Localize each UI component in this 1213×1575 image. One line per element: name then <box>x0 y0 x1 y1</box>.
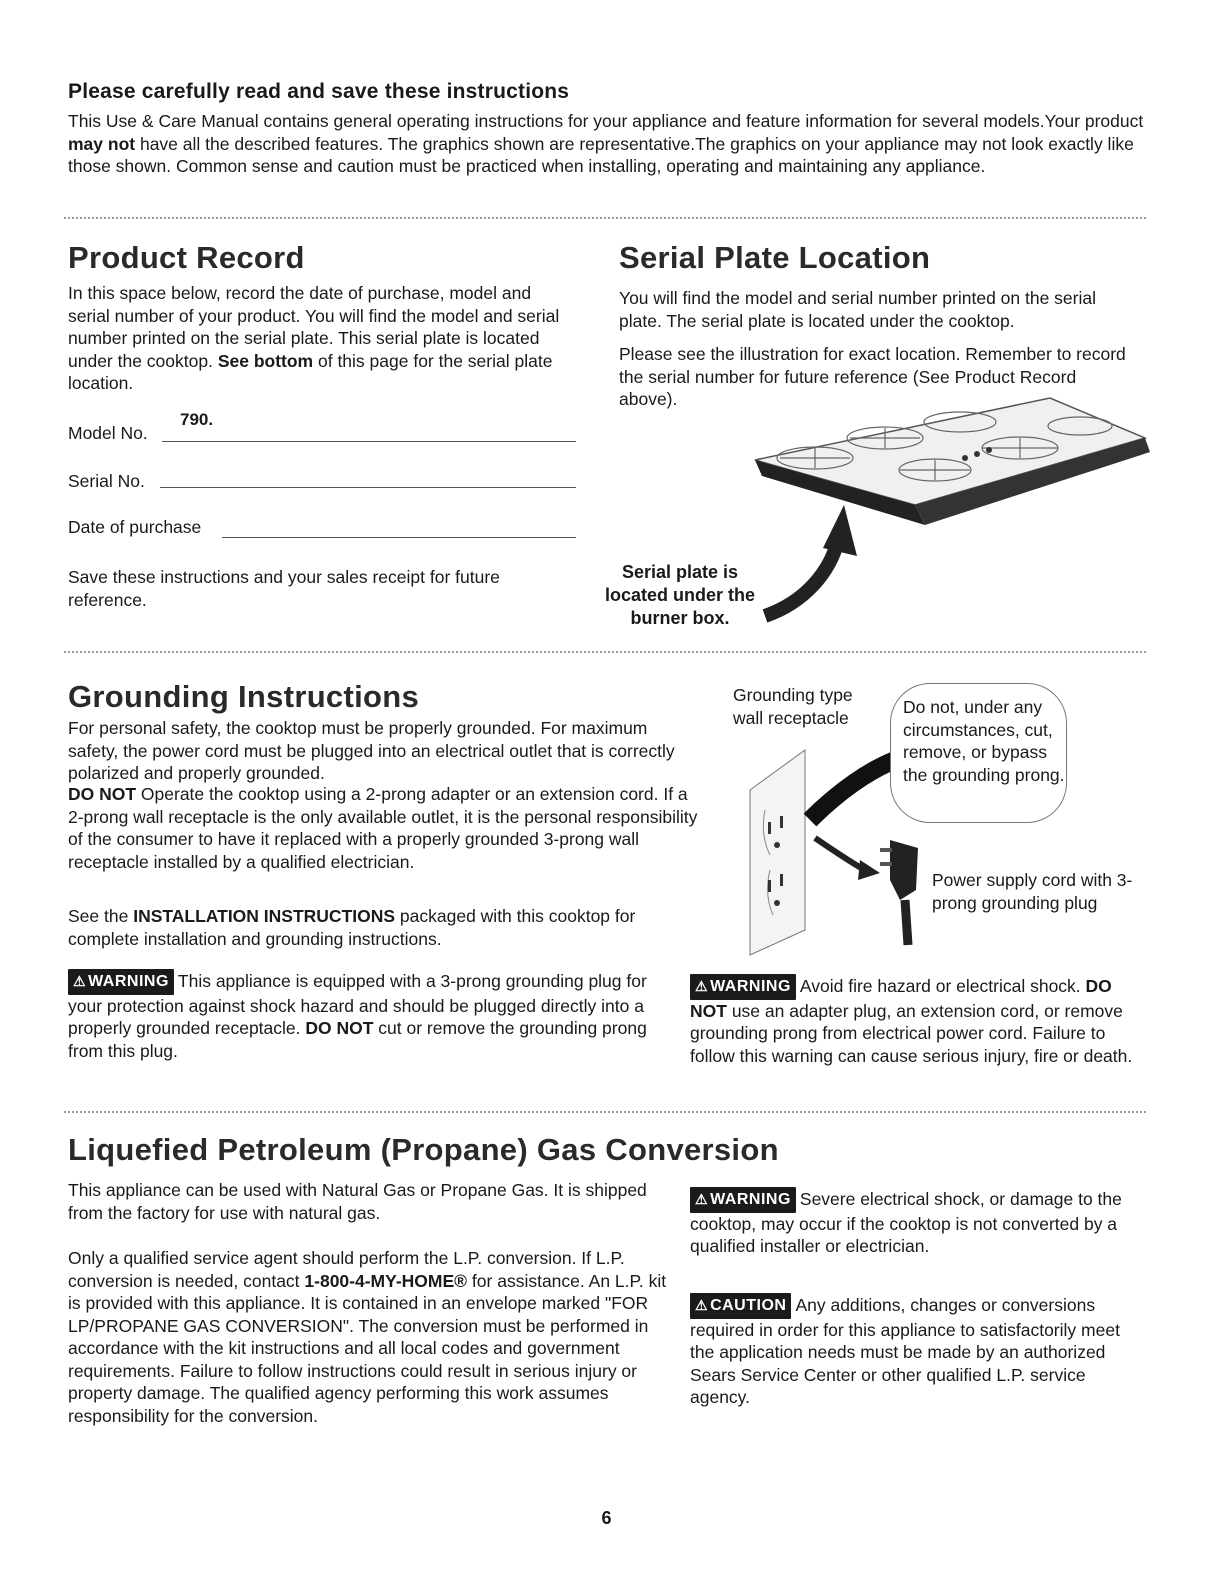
plug-label: Power supply cord with 3-prong grounding plug <box>932 870 1133 913</box>
cooktop-illustration <box>720 390 1160 640</box>
lp-conversion-title: Liquefied Petroleum (Propane) Gas Conversion <box>68 1132 779 1167</box>
section-divider <box>64 217 1146 219</box>
save-note: Save these instructions and your sales receipt for future reference. <box>68 567 500 610</box>
model-number-row <box>68 423 148 453</box>
intro-heading: Please carefully read and save these instructions <box>68 80 570 103</box>
purchase-date-row <box>68 517 201 547</box>
intro-paragraph: This Use & Care Manual contains general operating instructions for your appliance and feature information for several models.Your product may not have all the described features. The graphics shown are representative.The graphics on your appliance may not look exactly like those shown. Common sense and caution must be practiced when installing, operating and maintaining any appliance. <box>68 111 1144 176</box>
caption-line-2: located under the <box>604 585 756 605</box>
grounding-text-1: For personal safety, the cooktop must be properly grounded. For maximum safety, the power cord must be plugged into an electrical outlet that is correctly polarized and properly grounded. <box>68 718 675 783</box>
caution-badge: ⚠ CAUTION <box>690 1293 791 1319</box>
section-divider <box>64 1111 1146 1113</box>
grounding-title: Grounding Instructions <box>68 679 420 714</box>
caution-triangle-icon: ⚠ <box>695 1297 709 1313</box>
warning-triangle-icon: ⚠ <box>695 1191 709 1207</box>
page-number: 6 <box>601 1508 612 1528</box>
serial-number-row <box>68 471 145 501</box>
purchase-date-line[interactable] <box>222 537 576 538</box>
product-record-title: Product Record <box>68 240 305 275</box>
warning-badge: ⚠ WARNING <box>690 1187 796 1213</box>
lp-warning: ⚠ WARNING Severe electrical shock, or damage to the cooktop, may occur if the cooktop is not converted by a qualified installer or electrician. <box>690 1189 1122 1256</box>
serial-plate-caption <box>590 561 770 630</box>
purchase-date-label: Date of purchase <box>68 517 202 537</box>
caption-line-3: burner box. <box>630 608 730 628</box>
serial-plate-text-2: Please see the illustration for exact location. Remember to record the serial number for future reference (See Product Record above). <box>619 344 1126 409</box>
lp-text-2: Only a qualified service agent should perform the L.P. conversion. If L.P. conversion is needed, contact 1-800-4-MY-HOME® for assistance. An L.P. kit is provided with this appliance. It is contained in an envelope marked "FOR LP/PROPANE GAS CONVERSION". The conversion must be performed in accordance with the kit instructions and all local codes and government requirements. Failure to follow instructions could result in serious injury or property damage. The qualified agency performing this work assumes responsibility for the conversion. <box>68 1248 667 1426</box>
lp-text-1: This appliance can be used with Natural Gas or Propane Gas. It is shipped from the factory for use with natural gas. <box>68 1180 647 1223</box>
serial-plate-title: Serial Plate Location <box>619 240 931 275</box>
caption-line-1: Serial plate is <box>621 562 739 582</box>
grounding-text-3: See the INSTALLATION INSTRUCTIONS packaged with this cooktop for complete installation and grounding instructions. <box>68 906 636 949</box>
warning-triangle-icon: ⚠ <box>73 973 87 989</box>
grounding-warning-left: ⚠ WARNING This appliance is equipped with a 3-prong grounding plug for your protection against shock hazard and should be plugged directly into a properly grounded receptacle. DO NOT cut or remove the grounding prong from this plug. <box>68 971 647 1061</box>
receptacle-label: Grounding type wall receptacle <box>733 685 853 728</box>
serial-plate-text-1: You will find the model and serial number printed on the serial plate. The serial plate is located under the cooktop. <box>619 288 1096 331</box>
warning-badge: ⚠ WARNING <box>68 969 174 995</box>
warning-triangle-icon: ⚠ <box>695 978 709 994</box>
model-number-value[interactable]: 790. <box>180 410 214 429</box>
lp-caution: ⚠ CAUTION Any additions, changes or conversions required in order for this appliance to satisfactorily meet the application needs must be made by an authorized Sears Service Center or other qualified L.P. service agency. <box>690 1295 1120 1407</box>
model-number-label: Model No. <box>68 423 148 443</box>
serial-number-line[interactable] <box>160 487 576 488</box>
serial-number-label: Serial No. <box>68 471 145 491</box>
model-number-line <box>162 441 576 442</box>
grounding-text-2: DO NOT Operate the cooktop using a 2-prong adapter or an extension cord. If a 2-prong wall receptacle is the only available outlet, it is the personal responsibility of the consumer to have it replaced with a properly grounded 3-prong wall receptacle installed by a qualified electrician. <box>68 784 698 872</box>
product-record-text: In this space below, record the date of purchase, model and serial number of your product. You will find the model and serial number printed on the serial plate. This serial plate is located under the cooktop. See bottom of this page for the serial plate location. <box>68 283 560 393</box>
section-divider <box>64 651 1146 653</box>
grounding-callout-text: Do not, under any circumstances, cut, remove, or bypass the grounding prong. <box>903 697 1065 785</box>
grounding-warning-right: ⚠ WARNING Avoid fire hazard or electrical shock. DO NOT use an adapter plug, an extension cord, or remove grounding prong from electrical power cord. Failure to follow this warning can cause serious injury, fire or death. <box>690 976 1133 1066</box>
warning-badge: ⚠ WARNING <box>690 974 796 1000</box>
